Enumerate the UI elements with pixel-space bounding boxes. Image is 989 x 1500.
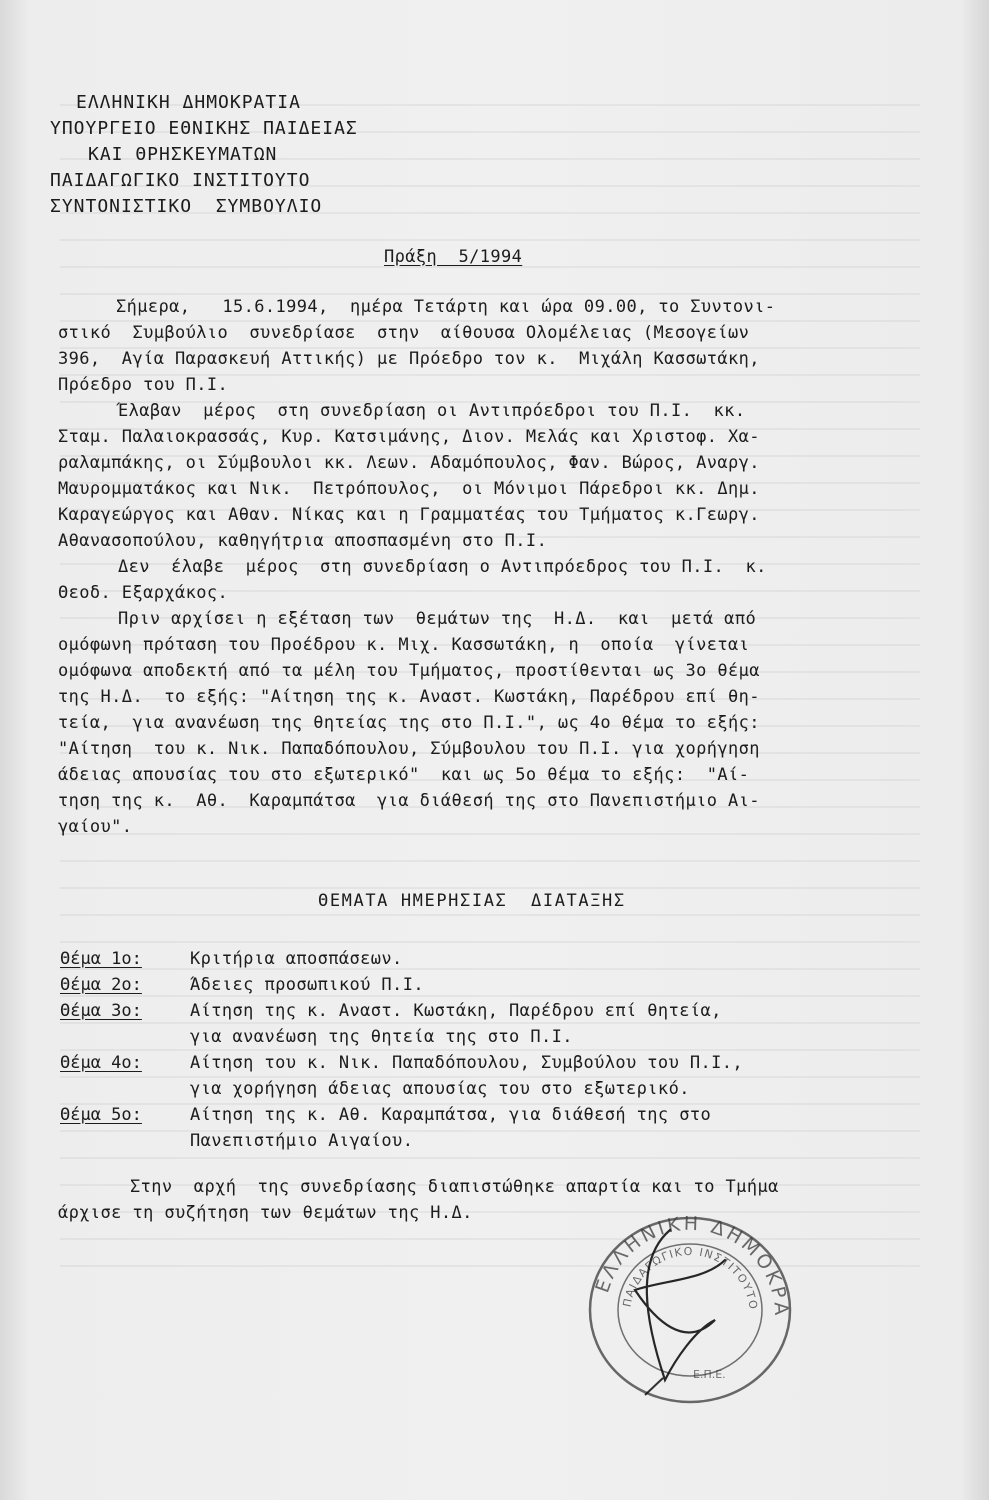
topic-label-4: Θέμα 4ο: bbox=[60, 1053, 142, 1073]
body-line: Έλαβαν μέρος στη συνεδρίαση οι Αντιπρόεδροι του Π.Ι. κκ. bbox=[118, 401, 746, 421]
body-line: Καραγεώργος και Αθαν. Νίκας και η Γραμματέας του Τμήματος κ.Γεωργ. bbox=[58, 505, 760, 525]
topic-text-2: Άδειες προσωπικού Π.Ι. bbox=[190, 975, 424, 995]
topic-label-3: Θέμα 3ο: bbox=[60, 1001, 142, 1021]
body-line: στικό Συμβούλιο συνεδρίασε στην αίθουσα Ολομέλειας (Μεσογείων bbox=[58, 323, 750, 343]
header-line-2: ΥΠΟΥΡΓΕΙΟ ΕΘΝΙΚΗΣ ΠΑΙΔΕΙΑΣ bbox=[50, 118, 358, 139]
body-line: ραλαμπάκης, οι Σύμβουλοι κκ. Λεων. Αδαμόπουλος, Φαν. Βώρος, Αναργ. bbox=[58, 453, 760, 473]
topic-text-4a: Αίτηση του κ. Νικ. Παπαδόπουλου, Συμβούλου του Π.Ι., bbox=[190, 1053, 744, 1073]
topic-label-1: Θέμα 1ο: bbox=[60, 949, 142, 969]
body-line: Θεοδ. Εξαρχάκος. bbox=[58, 583, 229, 603]
body-line: της Η.Δ. το εξής: "Αίτηση της κ. Αναστ. Κωστάκη, Παρέδρου επί θη- bbox=[58, 687, 760, 707]
body-line: άδειας απουσίας του στο εξωτερικό" και ως 5ο θέμα το εξής: "Αί- bbox=[58, 765, 750, 785]
topic-text-3b: για ανανέωση της θητεία της στο Π.Ι. bbox=[190, 1027, 573, 1047]
body-line: ομόφωνη πρόταση του Προέδρου κ. Μιχ. Κασσωτάκη, η οποία γίνεται bbox=[58, 635, 750, 655]
body-line: γαίου". bbox=[58, 817, 133, 837]
body-line: Πρόεδρο του Π.Ι. bbox=[58, 375, 229, 395]
header-line-1: ΕΛΛΗΝΙΚΗ ΔΗΜΟΚΡΑΤΙΑ bbox=[76, 92, 301, 113]
topic-text-5a: Αίτηση της κ. Αθ. Καραμπάτσα, για διάθεσή της στο bbox=[190, 1105, 712, 1125]
header-line-5: ΣΥΝΤΟΝΙΣΤΙΚΟ ΣΥΜΒΟΥΛΙΟ bbox=[50, 196, 323, 217]
document-title: Πράξη 5/1994 bbox=[384, 247, 523, 267]
topic-label-2: Θέμα 2ο: bbox=[60, 975, 142, 995]
body-line: Αθανασοπούλου, καθηγήτρια αποσπασμένη στο Π.Ι. bbox=[58, 531, 548, 551]
body-line: Δεν έλαβε μέρος στη συνεδρίαση ο Αντιπρόεδρος του Π.Ι. κ. bbox=[118, 557, 767, 577]
topic-text-4b: για χορήγηση άδειας απουσίας του στο εξωτερικό. bbox=[190, 1079, 690, 1099]
body-line: Σταμ. Παλαιοκρασσάς, Κυρ. Κατσιμάνης, Διον. Μελάς και Χριστοφ. Χα- bbox=[58, 427, 760, 447]
body-line: τηση της κ. Αθ. Καραμπάτσα για διάθεσή της στο Πανεπιστήμιο Αι- bbox=[58, 791, 760, 811]
topic-text-1: Κριτήρια αποσπάσεων. bbox=[190, 949, 403, 969]
svg-text:ΠΑΙΔΑΓΩΓΙΚΟ ΙΝΣΤΙΤΟΥΤΟ: ΠΑΙΔΑΓΩΓΙΚΟ ΙΝΣΤΙΤΟΥΤΟ bbox=[620, 1244, 760, 1312]
body-line: "Αίτηση του κ. Νικ. Παπαδόπουλου, Σύμβουλου του Π.Ι. για χορήγηση bbox=[58, 739, 760, 759]
body-line: 396, Αγία Παρασκευή Αττικής) με Πρόεδρο τον κ. Μιχάλη Κασσωτάκη, bbox=[58, 349, 760, 369]
header-line-3: ΚΑΙ ΘΡΗΣΚΕΥΜΑΤΩΝ bbox=[88, 144, 278, 165]
body-line: ομόφωνα αποδεκτή από τα μέλη του Τμήματος, προστίθενται ως 3ο θέμα bbox=[58, 661, 760, 681]
official-stamp bbox=[575, 1200, 805, 1410]
topic-text-5b: Πανεπιστήμιο Αιγαίου. bbox=[190, 1131, 414, 1151]
closing-line-2: άρχισε τη συζήτηση των θεμάτων της Η.Δ. bbox=[58, 1203, 473, 1223]
topic-label-5: Θέμα 5ο: bbox=[60, 1105, 142, 1125]
topic-text-3a: Αίτηση της κ. Αναστ. Κωστάκη, Παρέδρου επί θητεία, bbox=[190, 1001, 722, 1021]
body-line: τεία, για ανανέωση της θητείας της στο Π.Ι.", ως 4ο θέμα το εξής: bbox=[58, 713, 760, 733]
stamp-seal-icon bbox=[575, 1200, 805, 1410]
agenda-heading: ΘΕΜΑΤΑ ΗΜΕΡΗΣΙΑΣ ΔΙΑΤΑΞΗΣ bbox=[318, 891, 626, 911]
header-line-4: ΠΑΙΔΑΓΩΓΙΚΟ ΙΝΣΤΙΤΟΥΤΟ bbox=[50, 170, 311, 191]
svg-text:ΕΛΛΗΝΙΚΗ ΔΗΜΟΚΡΑΤΙΑ: ΕΛΛΗΝΙΚΗ ΔΗΜΟΚΡΑ bbox=[591, 1212, 793, 1319]
body-line: Σήμερα, 15.6.1994, ημέρα Τετάρτη και ώρα 09.00, το Συντονι- bbox=[116, 297, 776, 317]
body-line: Μαυρομματάκος και Νικ. Πετρόπουλος, οι Μόνιμοι Πάρεδροι κκ. Δημ. bbox=[58, 479, 760, 499]
svg-text:Ε.Π.Ε.: Ε.Π.Ε. bbox=[693, 1368, 726, 1381]
body-line: Πριν αρχίσει η εξέταση των θεμάτων της Η.Δ. και μετά από bbox=[118, 609, 757, 629]
closing-line-1: Στην αρχή της συνεδρίασης διαπιστώθηκε απαρτία και το Τμήμα bbox=[130, 1177, 779, 1197]
